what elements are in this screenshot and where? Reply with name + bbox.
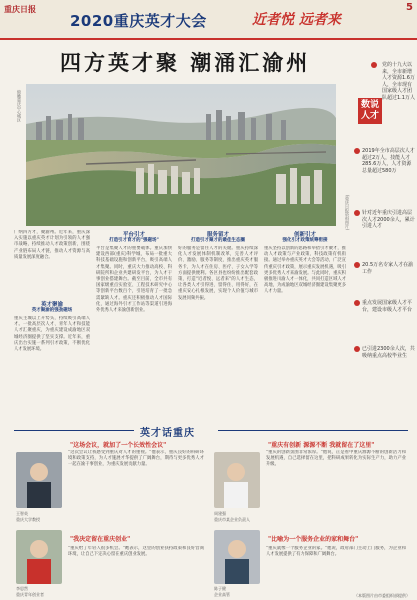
quote-name: 王智英 bbox=[16, 511, 28, 516]
column-subhead: 强化引才政策统筹衔接 bbox=[282, 238, 328, 243]
event-slogan: 近者悦 远者来 bbox=[252, 12, 341, 28]
photo-caption-right: (重庆日报资料图片) bbox=[345, 195, 350, 231]
footer-note: （本版图片由市委组织部提供） bbox=[354, 593, 410, 598]
divider bbox=[14, 430, 134, 431]
portrait-photo bbox=[16, 452, 62, 508]
quote-title: "我决定留在重庆创业" bbox=[70, 536, 131, 543]
event-title: 2020重庆英才大会 bbox=[70, 12, 207, 30]
page-header bbox=[0, 0, 417, 40]
sidebar-dot bbox=[354, 262, 360, 268]
quote-name: 陈子健 bbox=[214, 586, 226, 591]
column-subhead: 服务留才 bbox=[206, 232, 229, 238]
column-subhead: 英才聚渝 bbox=[40, 302, 63, 308]
portrait-photo bbox=[16, 530, 62, 584]
brand-logo: 重庆日报 bbox=[4, 4, 36, 14]
quote-role: 重庆青年创业者 bbox=[16, 592, 44, 597]
column-subhead: 平台引才 bbox=[122, 232, 145, 238]
article-column: 重庆坚持以创新的思路和举措引才聚才，推动人才政策与产业政策、科技政策有机衔接。通过举办重庆英才大会等活动，广泛宣传重庆引才政策，展示重庆发展机遇，吸引更多优秀人才来渝发展。与此同时，重庆积极推进川渝人才一体化，共同打造区域人才高地，为成渝地区双城经济圈建设集聚更多人才力量。 bbox=[264, 246, 346, 295]
quote-name: 周建强 bbox=[214, 511, 226, 516]
portrait-photo bbox=[214, 530, 260, 584]
column-subhead: 打造引才聚才的最佳生态圈 bbox=[191, 238, 245, 243]
sidebar-item: 重点发展国家级人才平台，建设市级人才平台 bbox=[362, 300, 413, 313]
sidebar-dot bbox=[354, 300, 360, 306]
quote-body: "重庆的创新氛围非常浓厚。"他说，正是看中重庆源源不断的创新活力和发展机遇，自己选择留在这里，把科研成果转化为实际生产力，助力产业升级。 bbox=[266, 450, 406, 468]
article-column: 广纳四方才，聚渝州。近年来，重庆深入实施以重庆英才计划为引领的人才强市战略，持续推动人才政策创新，围绕产业链布局人才链，推动人才资源与高质量发展深度融合。 bbox=[14, 230, 90, 260]
article-column: 平台是集聚人才的重要载体。重庆加快建设西部(重庆)科学城，布局一批重大科技基础设施和创新平台，吸引高端人才集聚。同时，重庆大力推动高校、科研院所和企业共建研发平台，为人才干事创业搭建舞台。截至目前，全市共有国家级重点实验室、工程技术研究中心等创新平台数百个，引进培育了一批急需紧缺人才。重庆还积极推动人才国际化，通过海外引才工作站等渠道引进海外优秀人才来渝创新创业。 bbox=[96, 246, 172, 314]
article-column: 好的服务是留住人才的关键。重庆持续深化人才发展体制机制改革，完善人才评价、激励、服务等制度，推出重庆英才服务卡，为人才在住房、医疗、子女入学等方面提供便利。各区县也纷纷推出配套政策，打造"近者悦、远者来"的人才生态，让各类人才引得进、留得住、用得好，在重庆安心扎根发展，实现个人价值与城市发展同频共振。 bbox=[178, 246, 258, 301]
quote-name: 李思然 bbox=[16, 586, 28, 591]
page-number: 5 bbox=[406, 2, 413, 13]
sidebar-heading: 数说人才 bbox=[358, 98, 382, 124]
sidebar-item: 已引进2300余人次，共吸纳重点高校毕业生 bbox=[362, 346, 415, 359]
quote-role: 企业高管 bbox=[214, 592, 230, 597]
column-subhead: 打造引才育才的"强磁场" bbox=[109, 238, 159, 243]
quote-title: "比喻为一个服务企业的家和舞台" bbox=[268, 536, 359, 543]
quote-role: 重庆大学教授 bbox=[16, 517, 40, 522]
quote-body: "重庆给了年轻人很多机会。"她表示，这里的创业扶持政策和良好营商环境，让自己下定决心留在重庆创业发展。 bbox=[68, 546, 204, 558]
photo-caption-left: 俯瞰重庆中心城区 bbox=[17, 90, 22, 122]
quote-role: 重庆市某企业负责人 bbox=[214, 517, 250, 522]
sidebar-item: 2019年全市高层次人才超过2万人，技能人才285.6万人，人才资源总量超过580万 bbox=[362, 148, 415, 174]
quote-title: "重庆有创新 源源不断 我就留在了这里" bbox=[268, 442, 375, 449]
sidebar-item: 针对近年重庆引进高层次人才2000余人，累计引进人才 bbox=[362, 210, 415, 229]
sidebar-dot bbox=[354, 210, 360, 216]
main-headline: 四方英才聚 潮涌汇渝州 bbox=[60, 50, 311, 75]
sidebar-item: 20.5万名专家人才在渝工作 bbox=[362, 262, 414, 275]
column-subhead: 创新引才 bbox=[293, 232, 316, 238]
quote-body: "重庆就像一个服务企业的家。"他说，政府部门主动上门服务，为企业和人才发展提供了有力保障和广阔舞台。 bbox=[266, 546, 406, 558]
voices-title: 英才话重庆 bbox=[140, 428, 195, 439]
sidebar-item: 党的十九大以来，全市新增人才资源1.6万人，全市现有国家级人才团队超过1.1万人 bbox=[382, 62, 415, 101]
sidebar-dot bbox=[354, 148, 360, 154]
column-subhead: 英才聚渝的强劲磁场 bbox=[31, 308, 73, 313]
portrait-photo bbox=[214, 452, 260, 508]
quote-title: "这场会议，就加了一个长效性会议" bbox=[70, 442, 167, 449]
article-column: 重庆主城以上升势头，持续吸引高端人才。一批高层次人才、青年人才和技能人才汇聚重庆，为重庆建设成渝地区双城经济圈提供了坚实支撑。近年来，重庆出台实施一系列引才政策，不断优化人才发展环境。 bbox=[14, 316, 90, 353]
quote-body: "这次会议让我感受到重庆对人才的重视。"他表示，重庆良好的科研环境和政策支持，为人才施展才华提供了广阔舞台，期待与更多优秀人才一起在渝干事创业，为重庆发展贡献力量。 bbox=[68, 450, 204, 468]
sidebar-dot bbox=[371, 62, 377, 68]
sidebar-dot bbox=[354, 346, 360, 352]
divider bbox=[218, 430, 408, 431]
city-photo bbox=[26, 84, 336, 226]
